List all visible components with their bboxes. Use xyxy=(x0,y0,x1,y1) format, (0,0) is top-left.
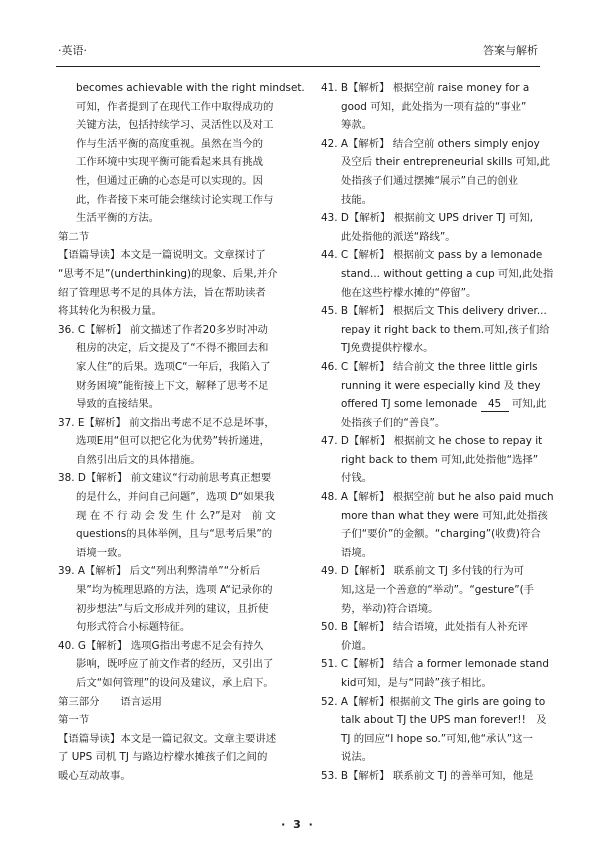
line-text: 租房的决定，后文提及了“不得不搬回去和 xyxy=(76,342,269,355)
line-text: 导致的直接结果。 xyxy=(76,398,160,411)
line-text: 付钱。 xyxy=(341,472,373,485)
line-text: 影响，既呼应了前文作者的经历，又引出了 xyxy=(76,658,274,671)
answer-blank: 45 xyxy=(481,397,509,412)
text-line xyxy=(58,377,320,396)
text-line xyxy=(58,116,320,135)
text-line xyxy=(321,767,569,786)
line-text: more than what they were 可知,此处指孩 xyxy=(341,509,548,522)
line-text: 家人住”的后果。选项C“一年后，我陷入了 xyxy=(76,360,271,373)
line-text-after-blank: 可知,此 xyxy=(511,398,547,411)
line-text: 及空后 their entrepreneurial skills 可知,此 xyxy=(341,156,551,169)
line-text: 财务困境”能衔接上下文，解释了思考不足 xyxy=(76,379,269,392)
text-line xyxy=(321,544,569,563)
line-text: 初步想法”与后文形成并列的建议，且折使 xyxy=(76,602,269,615)
text-line xyxy=(321,395,569,414)
text-line xyxy=(58,655,320,674)
line-text: 可知，作者提到了在现代工作中取得成功的 xyxy=(76,100,274,113)
text-line xyxy=(58,395,320,414)
text-line xyxy=(58,209,320,228)
line-text: 知,这是一个善意的“举动”。“gesture”(手 xyxy=(341,584,535,597)
text-line xyxy=(58,507,320,526)
text-line xyxy=(58,191,320,210)
line-text: 作与生活平衡的高度重视。虽然在当今的 xyxy=(76,137,264,150)
text-line xyxy=(321,228,569,247)
text-line xyxy=(321,284,569,303)
line-text: 说法。 xyxy=(341,751,373,764)
text-line xyxy=(321,469,569,488)
text-line xyxy=(321,246,569,265)
text-line xyxy=(58,98,320,117)
line-text: 了 UPS 司机 TJ 与路边柠檬水摊孩子们之间的 xyxy=(58,751,268,764)
text-line xyxy=(321,748,569,767)
text-line xyxy=(321,451,569,470)
line-text: 【语篇导读】本文是一篇记叙文。文章主要讲述 xyxy=(58,732,277,745)
line-text: 第三部分 语言运用 xyxy=(58,695,162,708)
text-line xyxy=(58,284,320,303)
line-text: 36. C【解析】 前文描述了作者20多岁时冲动 xyxy=(58,323,268,336)
line-text: 语境一致。 xyxy=(76,546,128,559)
line-text: 37. E【解析】 前文指出考虑不足不总是坏事， xyxy=(58,416,275,429)
text-line xyxy=(58,228,320,247)
text-line xyxy=(58,637,320,656)
line-text: 处指孩子们的“善良”。 xyxy=(341,416,446,429)
line-text: 51. C【解析】 结合 a former lemonade stand xyxy=(321,658,549,671)
line-text: 【语篇导读】本文是一篇说明文。文章探讨了 xyxy=(58,249,266,262)
line-text: 将其转化为积极力量。 xyxy=(58,305,162,318)
text-line xyxy=(58,265,320,284)
line-text: 价道。 xyxy=(341,639,373,652)
line-text: 工作环境中实现平衡可能看起来具有挑战 xyxy=(76,156,264,169)
line-text: 49. D【解析】 联系前文 TJ 多付钱的行为可 xyxy=(321,565,525,578)
line-text: 第一节 xyxy=(58,714,90,727)
text-line xyxy=(58,339,320,358)
line-text: repay it right back to them.可知,孩子们给 xyxy=(341,323,550,336)
line-text: 生活平衡的方法。 xyxy=(76,212,160,225)
text-line xyxy=(321,488,569,507)
text-line xyxy=(321,581,569,600)
line-text: 选项E用“但可以把它化为优势”转折递进， xyxy=(76,435,270,448)
header-section-title: 答案与解析 xyxy=(483,44,538,57)
text-line xyxy=(58,600,320,619)
line-text: 53. B【解析】 联系前文 TJ 的善举可知，他是 xyxy=(321,769,534,782)
line-text: 52. A【解析】根据前文 The girls are going to xyxy=(321,695,546,708)
text-line xyxy=(58,172,320,191)
line-text: 他在这些柠檬水摊的“停留”。 xyxy=(341,286,477,299)
text-line xyxy=(321,358,569,377)
text-line xyxy=(321,507,569,526)
line-text: “思考不足”(underthinking)的现象、后果,并介 xyxy=(58,267,278,280)
line-text: TJ免费提供柠檬水。 xyxy=(341,342,434,355)
text-line xyxy=(58,153,320,172)
text-line xyxy=(58,544,320,563)
text-line xyxy=(321,655,569,674)
text-line xyxy=(58,321,320,340)
line-text: 后文“如何管理”的设问及建议，承上启下。 xyxy=(76,677,274,689)
line-text: 绍了管理思考不足的具体方法，旨在帮助读者 xyxy=(58,286,266,299)
line-text: 48. A【解析】 根据空前 but he also paid much xyxy=(321,491,554,504)
line-text: 性，但通过正确的心态是可以实现的。因 xyxy=(76,174,264,187)
line-text: 果”均为梳理思路的方法，选项 A“记录你的 xyxy=(76,584,273,597)
line-text: 42. A【解析】 结合空前 others simply enjoy xyxy=(321,137,540,150)
text-line xyxy=(321,265,569,284)
line-text: 40. G【解析】 选项G指出考虑不足会有持久 xyxy=(58,639,264,652)
text-line xyxy=(321,191,569,210)
text-line xyxy=(58,748,320,767)
text-line xyxy=(321,172,569,191)
text-line xyxy=(321,637,569,656)
text-line xyxy=(321,116,569,135)
text-line xyxy=(58,302,320,321)
line-text: 44. C【解析】 根据前文 pass by a lemonade xyxy=(321,249,543,262)
line-text: 现 在 不 行 动 会 发 生 什 么?”是对 前 文 xyxy=(76,509,276,522)
text-line xyxy=(58,488,320,507)
right-column xyxy=(321,79,569,786)
line-text: 39. A【解析】 后文“列出利弊清单”“分析后 xyxy=(58,565,261,578)
line-text: talk about TJ the UPS man forever!! 及 xyxy=(341,714,547,727)
line-text: 50. B【解析】 结合语境，此处指有人补充评 xyxy=(321,621,528,634)
line-text: 46. C【解析】 结合前文 the three little girls xyxy=(321,360,538,373)
line-text: 41. B【解析】 根据空前 raise money for a xyxy=(321,82,530,94)
line-text: 势，举动)符合语境。 xyxy=(341,602,439,615)
text-line xyxy=(58,469,320,488)
line-text: 技能。 xyxy=(341,193,373,206)
text-line xyxy=(321,693,569,712)
header-divider xyxy=(56,66,540,67)
text-line xyxy=(58,246,320,265)
text-line xyxy=(58,767,320,786)
line-text: 38. D【解析】 前文建议“行动前思考真正想要 xyxy=(58,472,272,485)
text-line xyxy=(58,414,320,433)
text-line xyxy=(321,674,569,693)
page-number: · 3 · xyxy=(281,818,315,831)
text-line xyxy=(58,562,320,581)
text-line xyxy=(58,432,320,451)
text-line xyxy=(321,432,569,451)
line-text: 自然引出后文的具体措施。 xyxy=(76,453,201,466)
line-text: good 可知，此处指为一项有益的“事业” xyxy=(341,100,527,113)
text-line xyxy=(58,693,320,712)
line-text: becomes achievable with the right mindset. xyxy=(76,82,305,94)
text-line xyxy=(58,581,320,600)
text-line xyxy=(321,730,569,749)
line-text: 的是什么，并问自己问题”，选项 D“如果我 xyxy=(76,491,275,504)
line-text: 47. D【解析】 根据前文 he chose to repay it xyxy=(321,435,543,448)
text-line xyxy=(321,562,569,581)
text-line xyxy=(58,135,320,154)
text-line xyxy=(321,377,569,396)
header-subject: ·英语· xyxy=(58,44,87,57)
line-text: 子们“要价”的金额。“charging”(收费)符合 xyxy=(341,528,541,541)
text-line xyxy=(321,153,569,172)
text-line xyxy=(58,674,320,693)
text-line xyxy=(321,98,569,117)
line-text: TJ 的回应“I hope so.”可知,他“承认”这一 xyxy=(341,732,533,745)
text-line xyxy=(321,339,569,358)
line-text: 43. D【解析】 根据前文 UPS driver TJ 可知, xyxy=(321,212,533,225)
line-text: 语境。 xyxy=(341,546,373,559)
line-text: 此，作者接下来可能会继续讨论实现工作与 xyxy=(76,193,274,206)
text-line xyxy=(58,711,320,730)
text-line xyxy=(58,525,320,544)
text-line xyxy=(321,618,569,637)
text-line xyxy=(321,302,569,321)
text-line xyxy=(321,79,569,98)
line-text: running it were especially kind 及 they xyxy=(341,379,541,392)
line-text: questions的具体举例，且与“思考后果”的 xyxy=(76,528,273,541)
line-text: 句形式符合小标题特征。 xyxy=(76,621,191,634)
text-line xyxy=(321,321,569,340)
line-text: 关键方法，包括持续学习、灵活性以及对工 xyxy=(76,119,274,132)
text-line xyxy=(321,209,569,228)
line-text: 处指孩子们通过摆摊“展示”自己的创业 xyxy=(341,174,519,187)
line-text: 此处指他的派送“路线”。 xyxy=(341,230,456,243)
text-line xyxy=(321,600,569,619)
line-text: 暖心互动故事。 xyxy=(58,769,131,782)
text-line xyxy=(321,414,569,433)
line-text: kid可知，是与“同龄”孩子相比。 xyxy=(341,677,492,689)
line-text: 筹款。 xyxy=(341,119,373,132)
line-text: 第二节 xyxy=(58,230,90,243)
text-line xyxy=(58,730,320,749)
text-line xyxy=(58,358,320,377)
text-line xyxy=(321,135,569,154)
line-text: 45. B【解析】 根据后文 This delivery driver... xyxy=(321,305,547,318)
text-line xyxy=(58,79,320,98)
line-text: offered TJ some lemonade xyxy=(341,398,478,411)
line-text: right back to them 可知,此处指他“选择” xyxy=(341,453,539,466)
text-line xyxy=(58,451,320,470)
text-line xyxy=(321,525,569,544)
text-line xyxy=(321,711,569,730)
left-column xyxy=(58,79,320,786)
line-text: stand... without getting a cup 可知,此处指 xyxy=(341,267,554,280)
text-line xyxy=(58,618,320,637)
